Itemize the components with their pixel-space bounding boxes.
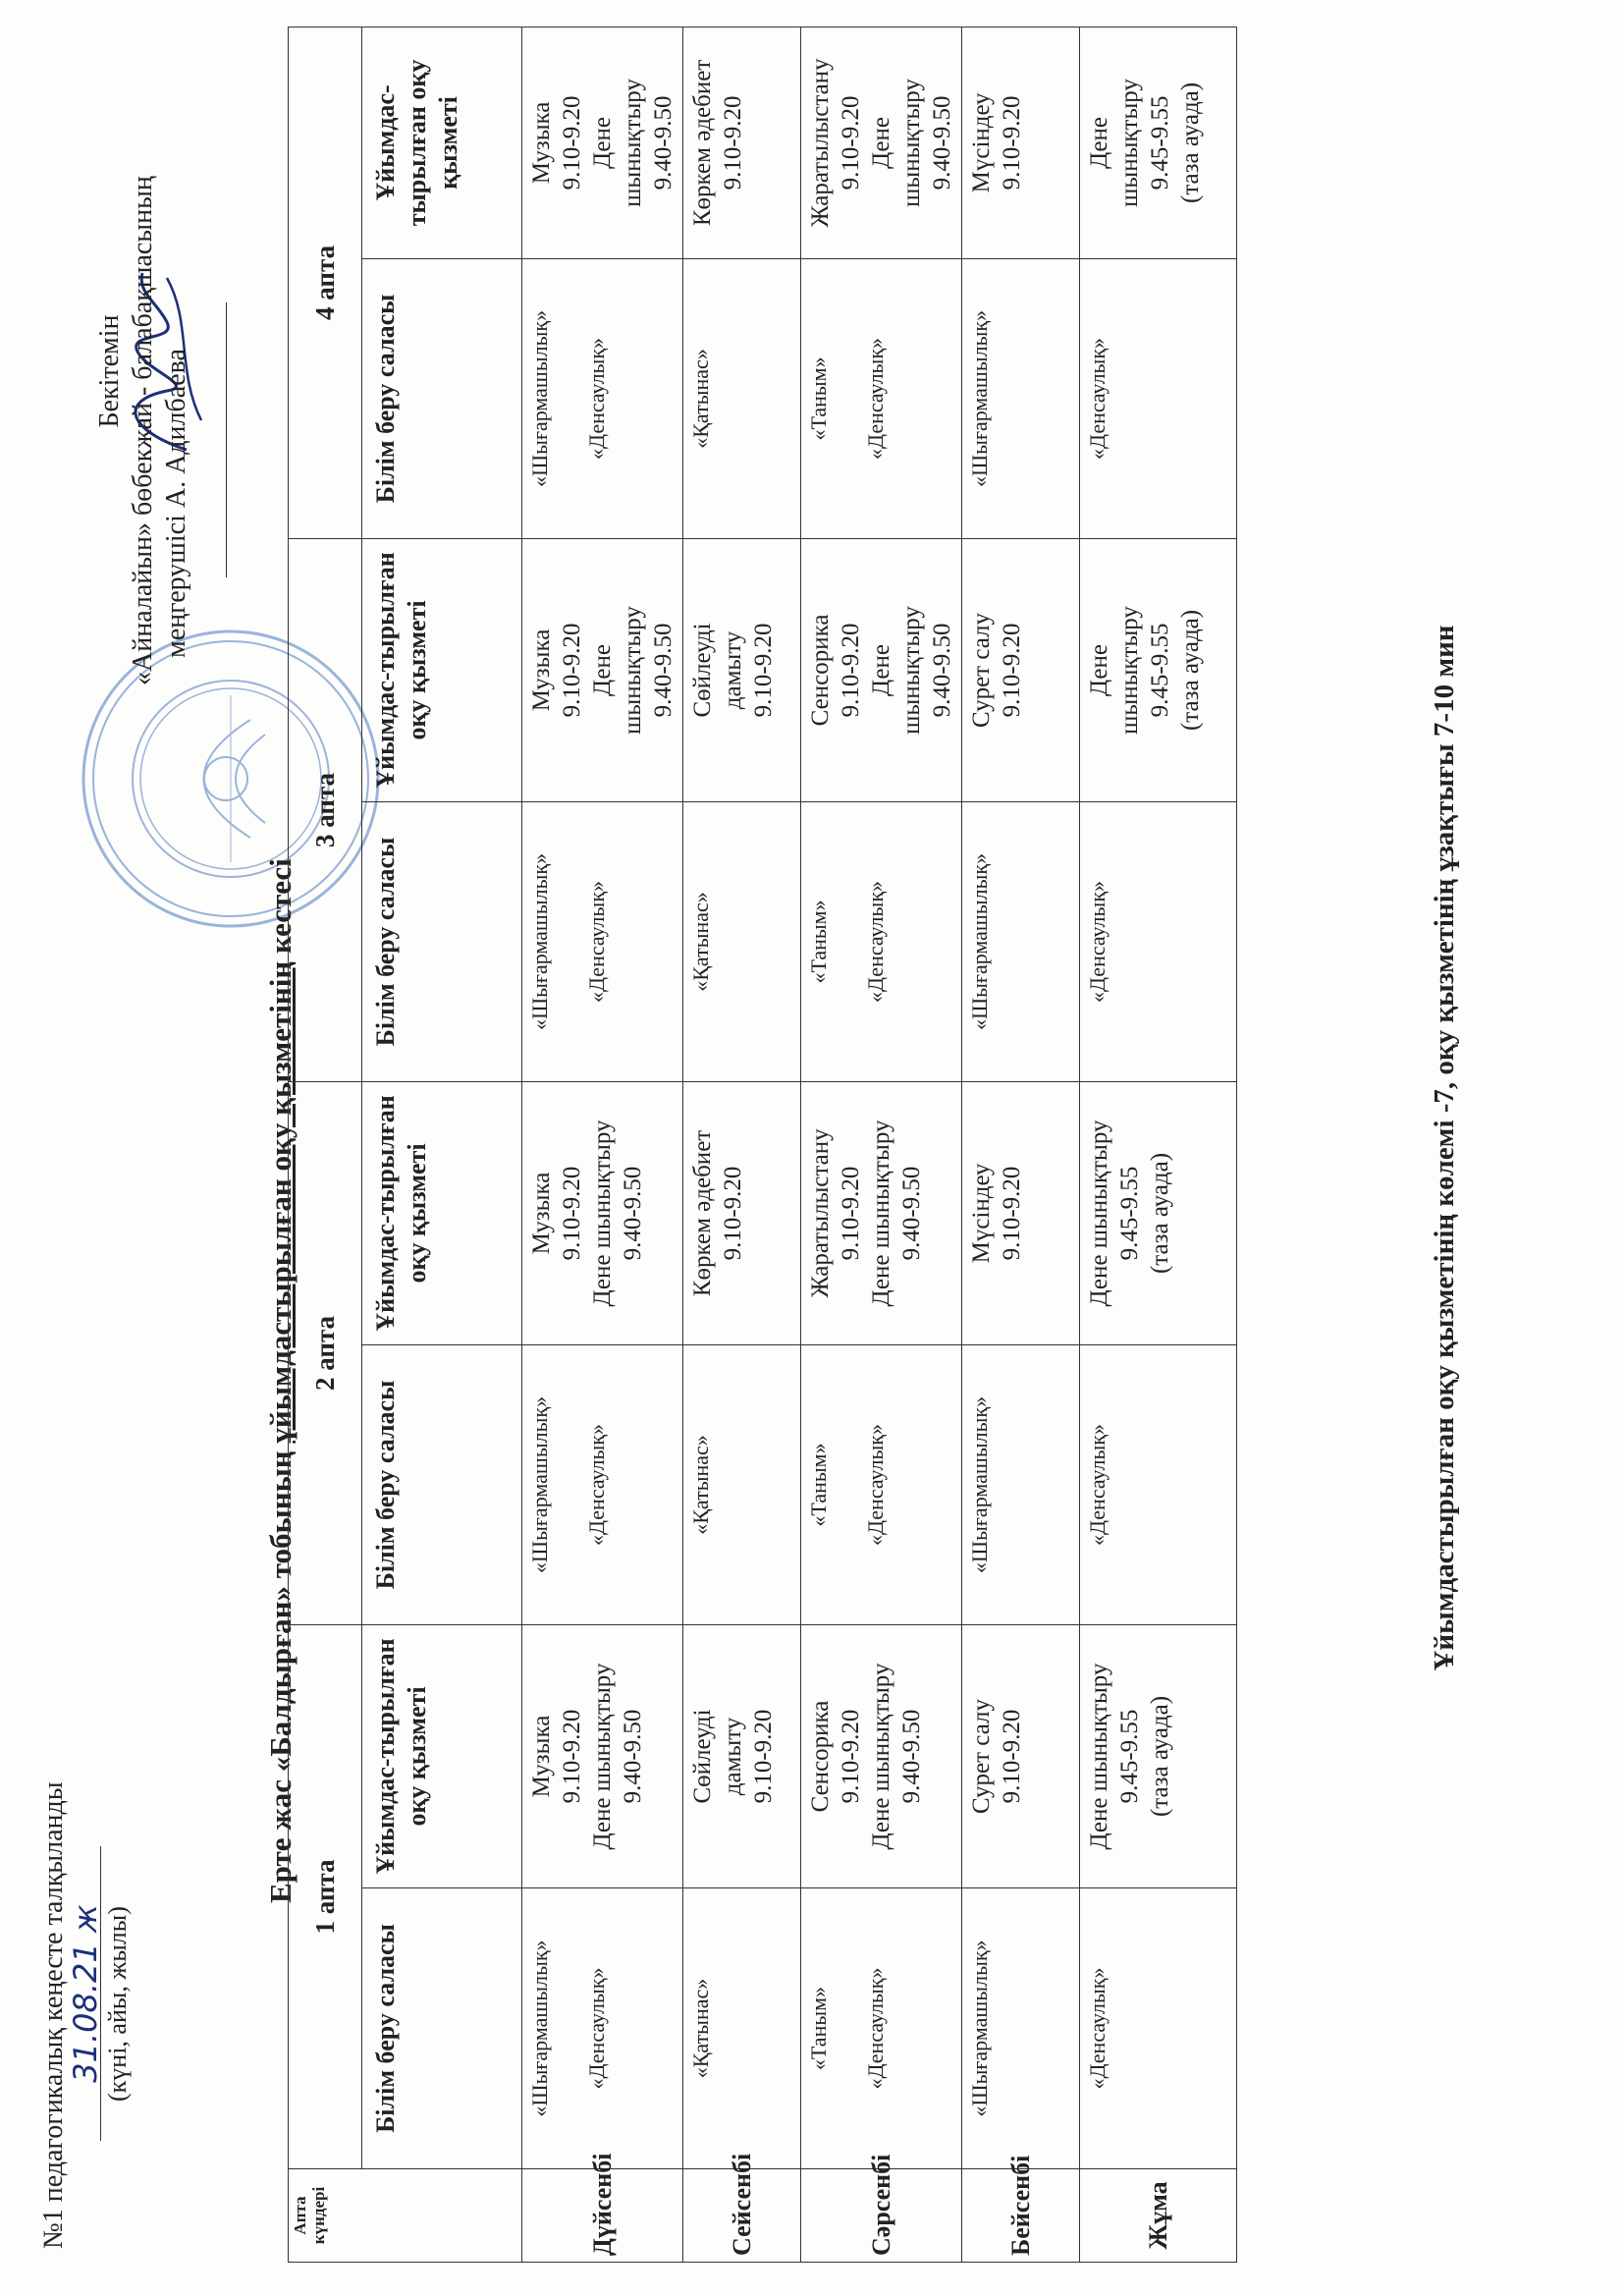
education-area-cell [683, 1344, 801, 1624]
education-area-cell [522, 258, 683, 538]
activity-line: шынықтыру [620, 79, 646, 207]
activity-cell [522, 1081, 683, 1344]
education-area-cell [962, 258, 1080, 538]
activity-line: шынықтыру [898, 606, 925, 735]
area-secondary: «Денсаулық» [863, 337, 888, 460]
council-date-hint: (күні, айы, жылы) [103, 1906, 132, 2102]
activity-line: дамыту [720, 630, 746, 710]
area-secondary: «Денсаулық» [584, 880, 609, 1003]
activity-line: 9.45-9.55 [1116, 1709, 1143, 1804]
area-secondary: «Денсаулық» [863, 1424, 888, 1546]
table-row [522, 27, 683, 2262]
activity-line: Дене [868, 644, 894, 696]
activity-line: Көркем әдебиет [689, 59, 716, 227]
day-name: Сейсенбі [683, 2169, 801, 2263]
col-activity-header: Ұйымдас-тырылған оқу қызметі [362, 538, 522, 801]
area-primary: «Шығармашылық» [527, 1395, 552, 1574]
day-name: Сәрсенбі [801, 2169, 962, 2263]
area-primary: «Таным» [806, 1443, 831, 1527]
area-primary: «Таным» [806, 356, 831, 441]
activity-line: 9.40-9.50 [929, 95, 955, 191]
activity-line: 9.10-9.20 [838, 95, 864, 191]
activity-line: Дене шынықтыру [589, 1120, 616, 1307]
activity-line: Дене [1086, 116, 1112, 169]
education-area-cell [683, 258, 801, 538]
council-note [37, 1781, 135, 2249]
education-area-cell [683, 801, 801, 1081]
area-primary: «Қатынас» [688, 1978, 713, 2079]
activity-line: 9.40-9.50 [898, 1166, 925, 1261]
activity-line: 9.10-9.20 [750, 623, 777, 718]
area-primary: «Денсаулық» [1085, 1424, 1110, 1546]
area-primary: «Қатынас» [688, 1435, 713, 1535]
activity-cell [683, 538, 801, 801]
signature-line [200, 302, 227, 577]
activity-line: Дене шынықтыру [1086, 1663, 1112, 1850]
activity-line: 9.40-9.50 [650, 623, 677, 718]
table-row [683, 27, 801, 2262]
council-discussed: №1 педагогикалық кеңесте талқыланды [38, 1781, 69, 2249]
activity-line: Сөйлеуді [689, 1709, 716, 1804]
activity-line: Сенсорика [807, 1700, 834, 1813]
education-area-cell [522, 801, 683, 1081]
day-name: Бейсенбі [962, 2169, 1080, 2263]
area-primary: «Қатынас» [688, 892, 713, 992]
title-prefix: Ерте жас «Балдырған» тобының [263, 1450, 298, 1903]
activity-line: Жаратылыстану [807, 1128, 834, 1298]
col-area-header: Білім беру саласы [362, 801, 522, 1081]
activity-cell [1080, 1624, 1237, 1887]
activity-cell [1080, 1081, 1237, 1344]
activity-line: 9.10-9.20 [559, 1709, 585, 1804]
activity-line: Дене [1086, 644, 1112, 696]
area-secondary: «Денсаулық» [863, 1967, 888, 2090]
activity-line: Сөйлеуді [689, 623, 716, 718]
activity-line: шынықтыру [1116, 606, 1143, 735]
activity-cell [801, 1081, 962, 1344]
activity-line: Мүсіндеу [968, 1163, 995, 1264]
education-area-cell [801, 1344, 962, 1624]
activity-line: Дене [589, 644, 616, 696]
education-area-cell [962, 1344, 1080, 1624]
week-2-header: 2 апта [289, 1081, 362, 1624]
education-area-cell [683, 1888, 801, 2169]
activity-line: Көркем әдебиет [689, 1129, 716, 1297]
activity-line: 9.45-9.55 [1147, 623, 1173, 718]
activity-line: 9.40-9.50 [620, 1166, 646, 1261]
activity-line: 9.10-9.20 [999, 1166, 1025, 1261]
activity-cell [1080, 27, 1237, 258]
activity-line: Дене [868, 116, 894, 169]
activity-cell [962, 1624, 1080, 1887]
education-area-cell [1080, 1344, 1237, 1624]
activity-line: Музыка [528, 101, 555, 185]
area-secondary: «Денсаулық» [584, 337, 609, 460]
activity-line: 9.10-9.20 [559, 95, 585, 191]
activity-line: 9.10-9.20 [559, 1166, 585, 1261]
activity-line: Дене шынықтыру [868, 1663, 894, 1850]
activity-cell [522, 27, 683, 258]
area-secondary: «Денсаулық» [863, 880, 888, 1003]
col-activity-header: Ұйымдас-тырылған оқу қызметі [362, 1624, 522, 1887]
activity-line: 9.10-9.20 [838, 623, 864, 718]
activity-line: Музыка [528, 1172, 555, 1255]
col-area-header: Білім беру саласы [362, 258, 522, 538]
activity-line: 9.10-9.20 [720, 1166, 746, 1261]
col-activity-header: Ұйымдас-тырылған оқу қызметі [362, 27, 522, 258]
education-area-cell [801, 258, 962, 538]
table-row [962, 27, 1080, 2262]
education-area-cell [1080, 801, 1237, 1081]
activity-cell [683, 1624, 801, 1887]
activity-line: 9.10-9.20 [999, 1709, 1025, 1804]
activity-line: Дене шынықтыру [589, 1663, 616, 1850]
area-primary: «Шығармашылық» [527, 309, 552, 488]
activity-line: Жаратылыстану [807, 58, 834, 228]
activity-line: 9.10-9.20 [999, 623, 1025, 718]
schedule-table [288, 27, 1237, 2263]
day-name: Дүйсенбі [522, 2169, 683, 2263]
activity-line: 9.10-9.20 [838, 1166, 864, 1261]
activity-line: 9.10-9.20 [559, 623, 585, 718]
activity-line: 9.10-9.20 [750, 1709, 777, 1804]
education-area-cell [1080, 1888, 1237, 2169]
area-primary: «Шығармашылық» [967, 1395, 992, 1574]
activity-line: 9.40-9.50 [620, 1709, 646, 1804]
area-primary: «Шығармашылық» [967, 1940, 992, 2117]
activity-cell [962, 27, 1080, 258]
activity-cell [962, 538, 1080, 801]
col-activity-header: Ұйымдас-тырылған оқу қызметі [362, 1081, 522, 1344]
schedule-body [522, 27, 1237, 2262]
activity-line: 9.40-9.50 [898, 1709, 925, 1804]
activity-line: Музыка [528, 629, 555, 712]
activity-cell [801, 1624, 962, 1887]
approval-org: «Айналайын» бөбекжай - балабақшасының [128, 176, 158, 685]
activity-cell [801, 538, 962, 801]
activity-line: (таза ауада) [1147, 1152, 1173, 1275]
activity-cell [522, 1624, 683, 1887]
col-area-header: Білім беру саласы [362, 1888, 522, 2169]
activity-line: Дене шынықтыру [1086, 1120, 1112, 1307]
education-area-cell [522, 1344, 683, 1624]
activity-line: (таза ауада) [1177, 609, 1204, 732]
activity-line: (таза ауада) [1147, 1695, 1173, 1818]
title-underlined: ұйымдастырылған оқу қызметінің [263, 960, 298, 1444]
activity-cell [683, 27, 801, 258]
corner-header: Апта күндері [289, 2169, 522, 2263]
area-primary: «Шығармашылық» [967, 309, 992, 488]
activity-line: Сурет салу [968, 612, 995, 728]
week-1-header: 1 апта [289, 1624, 362, 2168]
education-area-cell [962, 801, 1080, 1081]
activity-line: 9.10-9.20 [999, 95, 1025, 191]
activity-line: шынықтыру [898, 79, 925, 207]
education-area-cell [522, 1888, 683, 2169]
area-primary: «Қатынас» [688, 349, 713, 449]
footer-note: Ұйымдастырылған оқу қызметінің көлемі -7, оқу қызметінің ұзақтығы 7-10 мин [1429, 625, 1460, 1671]
activity-line: Дене [589, 116, 616, 169]
activity-line: 9.45-9.55 [1147, 95, 1173, 191]
education-area-cell [1080, 258, 1237, 538]
area-secondary: «Денсаулық» [584, 1424, 609, 1546]
approval-label: Бекітемін [94, 314, 125, 428]
activity-line: шынықтыру [620, 606, 646, 735]
activity-line: 9.40-9.50 [929, 623, 955, 718]
area-primary: «Денсаулық» [1085, 880, 1110, 1003]
title-suffix: кестесі [263, 858, 298, 955]
activity-line: (таза ауада) [1177, 82, 1204, 203]
area-primary: «Шығармашылық» [967, 852, 992, 1031]
area-primary: «Денсаулық» [1085, 1967, 1110, 2090]
education-area-cell [801, 801, 962, 1081]
area-secondary: «Денсаулық» [584, 1967, 609, 2090]
area-primary: «Таным» [806, 1986, 831, 2071]
council-date: 31.08.21 ж [71, 1846, 101, 2141]
activity-cell [801, 27, 962, 258]
activity-line: дамыту [720, 1717, 746, 1796]
activity-line: Музыка [528, 1715, 555, 1798]
activity-line: шынықтыру [1116, 79, 1143, 207]
activity-cell [522, 538, 683, 801]
activity-line: 9.10-9.20 [838, 1709, 864, 1804]
table-row [801, 27, 962, 2262]
week-4-header: 4 апта [289, 27, 362, 538]
area-primary: «Шығармашылық» [527, 852, 552, 1031]
day-name: Жұма [1080, 2169, 1237, 2263]
area-primary: «Таным» [806, 900, 831, 984]
activity-line: Дене шынықтыру [868, 1120, 894, 1307]
area-primary: «Денсаулық» [1085, 337, 1110, 460]
area-primary: «Шығармашылық» [527, 1940, 552, 2117]
table-row [1080, 27, 1237, 2262]
education-area-cell [962, 1888, 1080, 2169]
activity-line: 9.45-9.55 [1116, 1166, 1143, 1261]
activity-cell [1080, 538, 1237, 801]
activity-line: Сенсорика [807, 614, 834, 727]
activity-cell [962, 1081, 1080, 1344]
col-area-header: Білім беру саласы [362, 1344, 522, 1624]
activity-line: 9.10-9.20 [720, 95, 746, 191]
activity-line: Сурет салу [968, 1698, 995, 1815]
approval-block [93, 57, 227, 685]
approval-head: меңгерушісі А. Адилбаева [161, 349, 191, 658]
education-area-cell [801, 1888, 962, 2169]
activity-cell [683, 1081, 801, 1344]
activity-line: Мүсіндеу [968, 92, 995, 193]
activity-line: 9.40-9.50 [650, 95, 677, 191]
week-3-header: 3 апта [289, 538, 362, 1081]
